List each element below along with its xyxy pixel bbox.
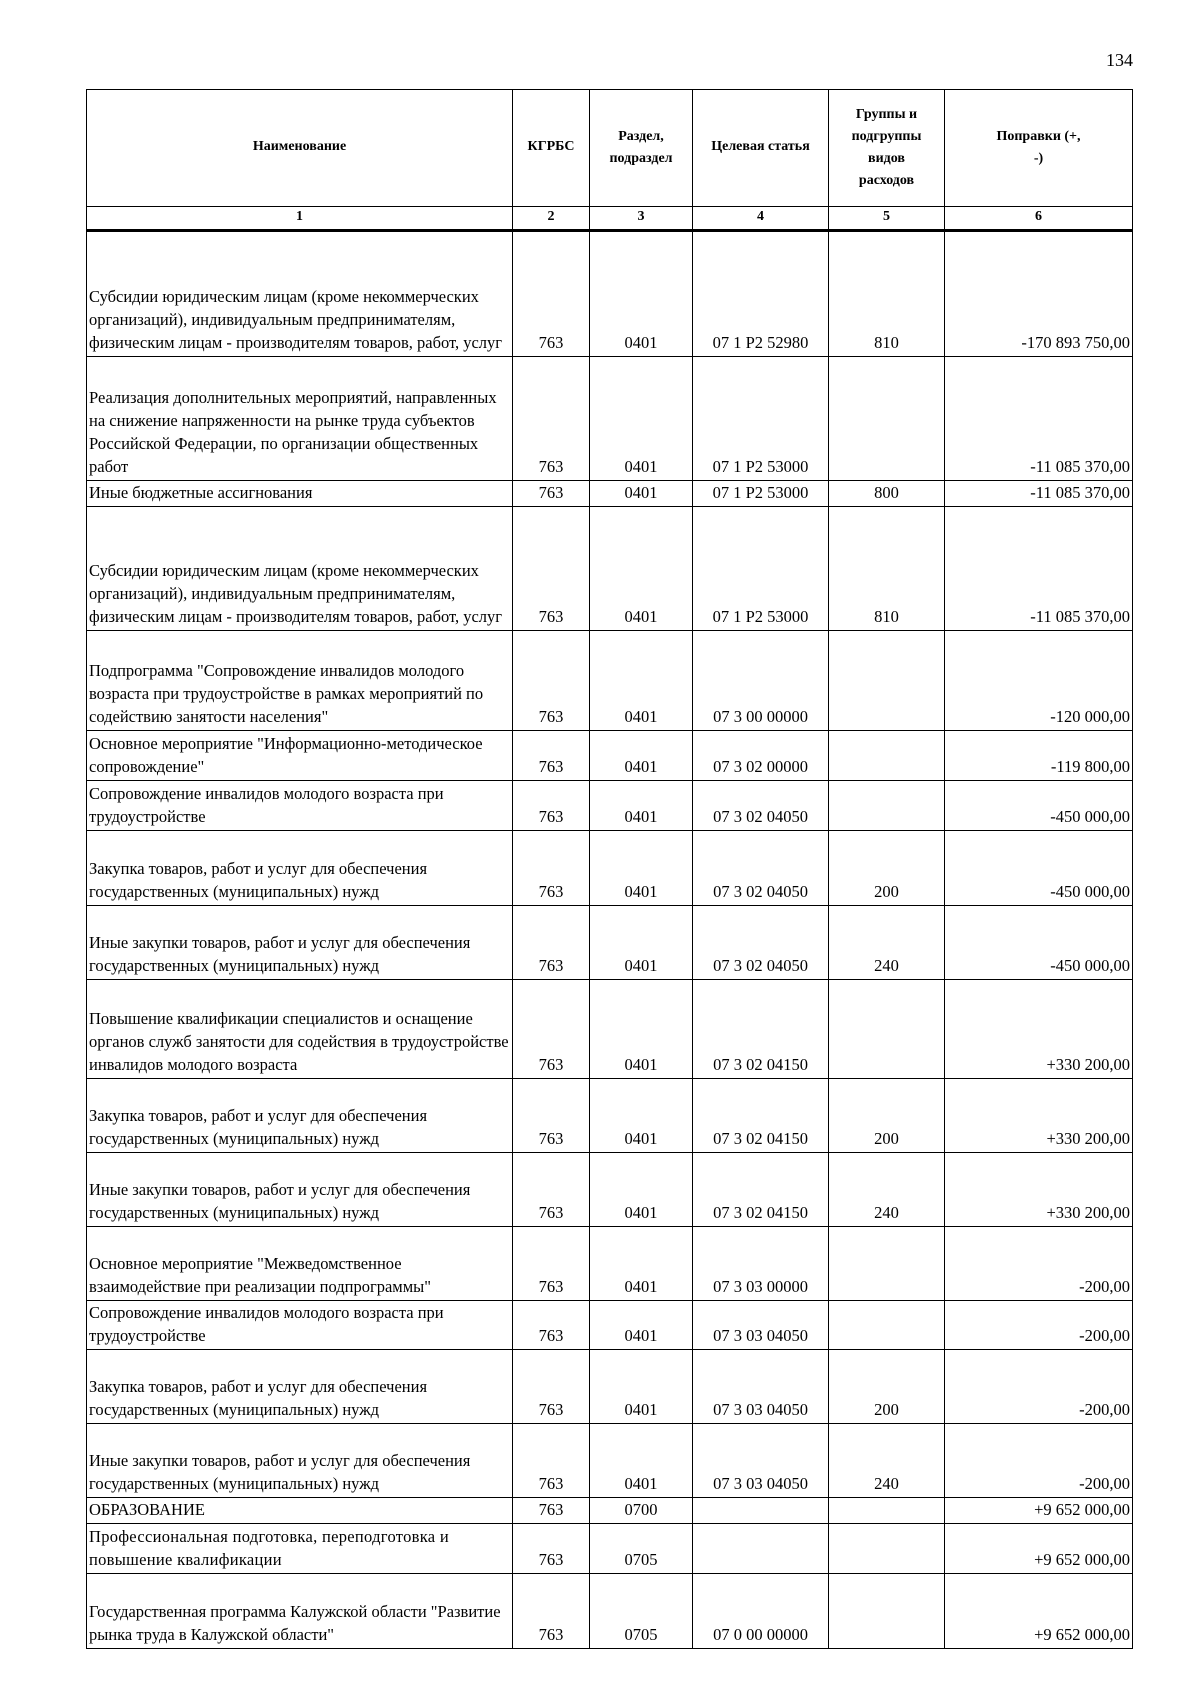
row-section: 0401 [590, 1350, 693, 1424]
row-amount: -200,00 [945, 1227, 1133, 1301]
row-target: 07 0 00 00000 [693, 1574, 829, 1649]
row-target: 07 3 02 04150 [693, 1153, 829, 1227]
row-section: 0401 [590, 1153, 693, 1227]
row-section: 0401 [590, 731, 693, 781]
row-amount: -450 000,00 [945, 906, 1133, 980]
row-target [693, 1524, 829, 1574]
row-amount: -200,00 [945, 1301, 1133, 1350]
row-amount: -200,00 [945, 1424, 1133, 1498]
row-amount: +330 200,00 [945, 1079, 1133, 1153]
row-name: Сопровождение инвалидов молодого возраста при трудоустройстве [87, 1301, 513, 1350]
row-name: Государственная программа Калужской области "Развитие рынка труда в Калужской области" [87, 1574, 513, 1649]
row-name: Основное мероприятие "Информационно-методическое сопровождение" [87, 731, 513, 781]
row-section: 0401 [590, 1424, 693, 1498]
row-name: Закупка товаров, работ и услуг для обеспечения государственных (муниципальных) нужд [87, 1350, 513, 1424]
row-target: 07 1 P2 53000 [693, 481, 829, 507]
table-row [87, 631, 1133, 731]
row-amount: +330 200,00 [945, 980, 1133, 1079]
row-group [829, 631, 945, 731]
row-group: 810 [829, 507, 945, 631]
table-row [87, 1227, 1133, 1301]
row-group [829, 980, 945, 1079]
header-kgrbs: КГРБС [513, 90, 590, 207]
row-kgrbs: 763 [513, 357, 590, 481]
row-kgrbs: 763 [513, 1498, 590, 1524]
row-target: 07 1 P2 52980 [693, 231, 829, 357]
row-name: Реализация дополнительных мероприятий, направленных на снижение напряженности на рынке труда субъектов Российской Федерации, по организации общественных работ [87, 357, 513, 481]
row-amount: -119 800,00 [945, 731, 1133, 781]
table-row [87, 231, 1133, 357]
row-section: 0700 [590, 1498, 693, 1524]
row-target: 07 3 03 04050 [693, 1301, 829, 1350]
row-amount: -170 893 750,00 [945, 231, 1133, 357]
row-amount: -450 000,00 [945, 781, 1133, 831]
row-kgrbs: 763 [513, 1424, 590, 1498]
row-group: 240 [829, 906, 945, 980]
row-target: 07 3 02 00000 [693, 731, 829, 781]
row-target: 07 3 00 00000 [693, 631, 829, 731]
row-name: ОБРАЗОВАНИЕ [87, 1498, 513, 1524]
row-group [829, 731, 945, 781]
row-amount: -120 000,00 [945, 631, 1133, 731]
row-kgrbs: 763 [513, 731, 590, 781]
row-group [829, 357, 945, 481]
header-group: Группы и подгруппы видов расходов [829, 90, 945, 207]
column-number: 4 [693, 207, 829, 231]
row-target [693, 1498, 829, 1524]
row-group: 240 [829, 1153, 945, 1227]
column-number: 5 [829, 207, 945, 231]
row-name: Иные закупки товаров, работ и услуг для обеспечения государственных (муниципальных) нужд [87, 1424, 513, 1498]
column-number: 2 [513, 207, 590, 231]
row-target: 07 3 03 04050 [693, 1424, 829, 1498]
row-name: Закупка товаров, работ и услуг для обеспечения государственных (муниципальных) нужд [87, 1079, 513, 1153]
row-target: 07 3 02 04150 [693, 1079, 829, 1153]
row-group [829, 781, 945, 831]
row-kgrbs: 763 [513, 831, 590, 906]
table-row [87, 731, 1133, 781]
row-kgrbs: 763 [513, 980, 590, 1079]
row-name: Субсидии юридическим лицам (кроме некоммерческих организаций), индивидуальным предпринимателям, физическим лицам - производителям товаров, работ, услуг [87, 231, 513, 357]
row-section: 0401 [590, 1301, 693, 1350]
column-number: 3 [590, 207, 693, 231]
row-group [829, 1227, 945, 1301]
column-number-row [87, 207, 1133, 231]
row-section: 0401 [590, 980, 693, 1079]
row-amount: +330 200,00 [945, 1153, 1133, 1227]
row-kgrbs: 763 [513, 1574, 590, 1649]
row-section: 0401 [590, 357, 693, 481]
row-kgrbs: 763 [513, 781, 590, 831]
row-amount: +9 652 000,00 [945, 1524, 1133, 1574]
budget-table [86, 89, 1133, 1649]
table-row [87, 1350, 1133, 1424]
row-amount: -11 085 370,00 [945, 481, 1133, 507]
row-target: 07 3 02 04050 [693, 906, 829, 980]
row-kgrbs: 763 [513, 1227, 590, 1301]
row-kgrbs: 763 [513, 1301, 590, 1350]
row-section: 0401 [590, 631, 693, 731]
row-section: 0401 [590, 1227, 693, 1301]
row-kgrbs: 763 [513, 481, 590, 507]
table-row [87, 357, 1133, 481]
row-name: Основное мероприятие "Межведомственное взаимодействие при реализации подпрограммы" [87, 1227, 513, 1301]
row-target: 07 3 02 04050 [693, 831, 829, 906]
row-group: 800 [829, 481, 945, 507]
table-row [87, 481, 1133, 507]
row-target: 07 3 02 04150 [693, 980, 829, 1079]
header-row [87, 90, 1133, 207]
row-group: 200 [829, 1079, 945, 1153]
row-kgrbs: 763 [513, 1350, 590, 1424]
row-section: 0401 [590, 1079, 693, 1153]
row-group [829, 1498, 945, 1524]
row-amount: +9 652 000,00 [945, 1498, 1133, 1524]
row-section: 0401 [590, 781, 693, 831]
column-number: 1 [87, 207, 513, 231]
row-target: 07 3 03 04050 [693, 1350, 829, 1424]
row-name: Иные закупки товаров, работ и услуг для обеспечения государственных (муниципальных) нужд [87, 906, 513, 980]
row-group [829, 1524, 945, 1574]
row-kgrbs: 763 [513, 507, 590, 631]
table-row [87, 1079, 1133, 1153]
table-row [87, 831, 1133, 906]
row-target: 07 3 03 00000 [693, 1227, 829, 1301]
table-row [87, 1574, 1133, 1649]
row-kgrbs: 763 [513, 1079, 590, 1153]
row-name: Сопровождение инвалидов молодого возраста при трудоустройстве [87, 781, 513, 831]
row-name: Подпрограмма "Сопровождение инвалидов молодого возраста при трудоустройстве в рамках мероприятий по содействию занятости населения" [87, 631, 513, 731]
row-amount: +9 652 000,00 [945, 1574, 1133, 1649]
table-row [87, 1301, 1133, 1350]
row-amount: -11 085 370,00 [945, 357, 1133, 481]
row-amount: -450 000,00 [945, 831, 1133, 906]
row-section: 0401 [590, 507, 693, 631]
row-group: 240 [829, 1424, 945, 1498]
table-row [87, 1524, 1133, 1574]
row-group: 810 [829, 231, 945, 357]
row-name: Закупка товаров, работ и услуг для обеспечения государственных (муниципальных) нужд [87, 831, 513, 906]
row-kgrbs: 763 [513, 1524, 590, 1574]
row-kgrbs: 763 [513, 906, 590, 980]
header-section: Раздел, подраздел [590, 90, 693, 207]
row-amount: -200,00 [945, 1350, 1133, 1424]
row-section: 0705 [590, 1524, 693, 1574]
header-amount: Поправки (+, -) [945, 90, 1133, 207]
row-name: Субсидии юридическим лицам (кроме некоммерческих организаций), индивидуальным предпринимателям, физическим лицам - производителям товаров, работ, услуг [87, 507, 513, 631]
row-name: Профессиональная подготовка, переподготовка и повышение квалификации [87, 1524, 513, 1574]
row-section: 0401 [590, 831, 693, 906]
column-number: 6 [945, 207, 1133, 231]
row-kgrbs: 763 [513, 1153, 590, 1227]
row-amount: -11 085 370,00 [945, 507, 1133, 631]
row-name: Повышение квалификации специалистов и оснащение органов служб занятости для содействия в трудоустройстве инвалидов молодого возраста [87, 980, 513, 1079]
row-target: 07 1 P2 53000 [693, 357, 829, 481]
table-row [87, 507, 1133, 631]
row-name: Иные бюджетные ассигнования [87, 481, 513, 507]
row-section: 0705 [590, 1574, 693, 1649]
table-row [87, 906, 1133, 980]
row-target: 07 1 P2 53000 [693, 507, 829, 631]
table-row [87, 781, 1133, 831]
table-row [87, 1498, 1133, 1524]
row-section: 0401 [590, 231, 693, 357]
row-group [829, 1574, 945, 1649]
row-section: 0401 [590, 906, 693, 980]
header-target: Целевая статья [693, 90, 829, 207]
table-row [87, 1424, 1133, 1498]
header-name: Наименование [87, 90, 513, 207]
row-group: 200 [829, 831, 945, 906]
row-group [829, 1301, 945, 1350]
table-row [87, 980, 1133, 1079]
row-kgrbs: 763 [513, 631, 590, 731]
row-kgrbs: 763 [513, 231, 590, 357]
page-number: 134 [1106, 50, 1133, 70]
row-target: 07 3 02 04050 [693, 781, 829, 831]
row-section: 0401 [590, 481, 693, 507]
row-group: 200 [829, 1350, 945, 1424]
table-row [87, 1153, 1133, 1227]
row-name: Иные закупки товаров, работ и услуг для обеспечения государственных (муниципальных) нужд [87, 1153, 513, 1227]
